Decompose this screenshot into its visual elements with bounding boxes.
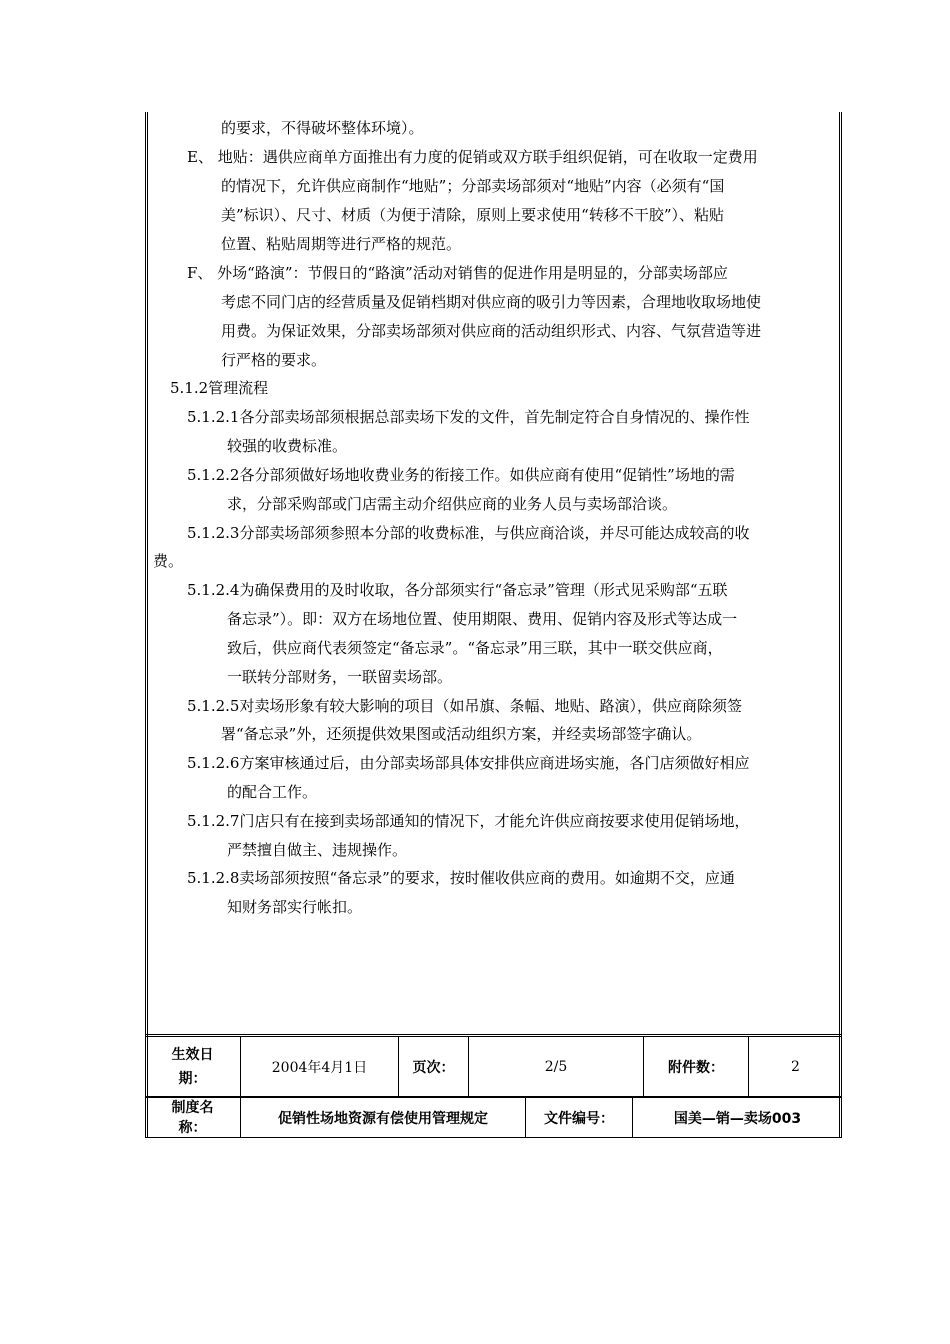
- text-line: 的配合工作。: [227, 783, 318, 801]
- meta-row-policy: [145, 1096, 842, 1138]
- text-line: F、 外场“路演”：节假日的“路演”活动对销售的促进作用是明显的，分部卖场部应: [187, 264, 728, 282]
- frame-right-border: [839, 112, 842, 1138]
- attachment-count-label: 附件数：: [643, 1037, 748, 1096]
- policy-name-label: [145, 1098, 240, 1137]
- policy-name-label-line2: 称：: [178, 1119, 207, 1136]
- text-line: 5.1.2.1各分部卖场部须根据总部卖场下发的文件，首先制定符合自身情况的、操作性: [187, 408, 750, 426]
- text-line: 用费。为保证效果，分部卖场部须对供应商的活动组织形式、内容、气氛营造等进: [221, 322, 762, 340]
- text-line: 5.1.2.6方案审核通过后，由分部卖场部具体安排供应商进场实施，各门店须做好相应: [187, 754, 750, 772]
- text-line: 5.1.2.5对卖场形象有较大影响的项目（如吊旗、条幅、地贴、路演），供应商除须签: [187, 697, 742, 715]
- text-line: 的情况下，允许供应商制作“地贴”；分部卖场部须对“地贴”内容（必须有“国: [221, 177, 725, 195]
- page-label: 页次：: [398, 1037, 468, 1096]
- text-line: 严禁擅自做主、违规操作。: [227, 841, 408, 859]
- text-line: 位置、粘贴周期等进行严格的规范。: [221, 235, 462, 253]
- text-line: 一联转分部财务，一联留卖场部。: [227, 668, 453, 686]
- text-line: 5.1.2.3分部卖场部须参照本分部的收费标准，与供应商洽谈，并尽可能达成较高的收: [187, 524, 750, 542]
- text-line: 署“备忘录”外，还须提供效果图或活动组织方案，并经卖场部签字确认。: [221, 725, 702, 743]
- effective-date-label-line2: 期：: [178, 1070, 207, 1087]
- policy-name-label-line1: 制度名: [171, 1099, 214, 1116]
- text-line: 费。: [153, 552, 184, 570]
- section-heading: 5.1.2管理流程: [170, 379, 269, 397]
- document-number-label: 文件编号：: [525, 1098, 632, 1137]
- text-line: 较强的收费标准。: [227, 437, 348, 455]
- meta-row-effective: [145, 1034, 842, 1096]
- text-line: 5.1.2.2各分部须做好场地收费业务的衔接工作。如供应商有使用“促销性”场地的需: [187, 466, 735, 484]
- page-value: 2/5: [468, 1037, 643, 1096]
- text-line: 知财务部实行帐扣。: [227, 898, 363, 916]
- text-line: 的要求，不得破坏整体环境）。: [221, 119, 424, 137]
- text-line: 考虑不同门店的经营质量及促销档期对供应商的吸引力等因素，合理地收取场地使: [221, 293, 762, 311]
- text-line: 备忘录”）。即：双方在场地位置、使用期限、费用、促销内容及形式等达成一: [227, 610, 738, 628]
- text-line: 5.1.2.4为确保费用的及时收取，各分部须实行“备忘录”管理（形式见采购部“五联: [187, 581, 728, 599]
- effective-date-label-line1: 生效日: [171, 1046, 214, 1063]
- text-line: 致后，供应商代表须签定“备忘录”。“备忘录”用三联，其中一联交供应商，: [227, 639, 723, 657]
- effective-date-label: [145, 1037, 240, 1096]
- document-number-value: 国美—销—卖场003: [632, 1098, 842, 1137]
- attachment-count-value: 2: [748, 1037, 842, 1096]
- text-line: 美”标识）、尺寸、材质（为便于清除，原则上要求使用“转移不干胶”）、粘贴: [221, 206, 725, 224]
- text-line: 求，分部采购部或门店需主动介绍供应商的业务人员与卖场部洽谈。: [227, 495, 678, 513]
- text-line: 5.1.2.7门店只有在接到卖场部通知的情况下，才能允许供应商按要求使用促销场地，: [187, 812, 750, 830]
- text-line: 5.1.2.8卖场部须按照“备忘录”的要求，按时催收供应商的费用。如逾期不交，应通: [187, 869, 735, 887]
- text-line: 行严格的要求。: [221, 351, 327, 369]
- text-line: E、 地贴：遇供应商单方面推出有力度的促销或双方联手组织促销，可在收取一定费用: [187, 148, 758, 166]
- document-frame: [145, 112, 842, 1138]
- policy-name-value: 促销性场地资源有偿使用管理规定: [240, 1098, 525, 1137]
- frame-left-border: [145, 112, 148, 1138]
- effective-date-value: 2004年4月1日: [240, 1037, 398, 1096]
